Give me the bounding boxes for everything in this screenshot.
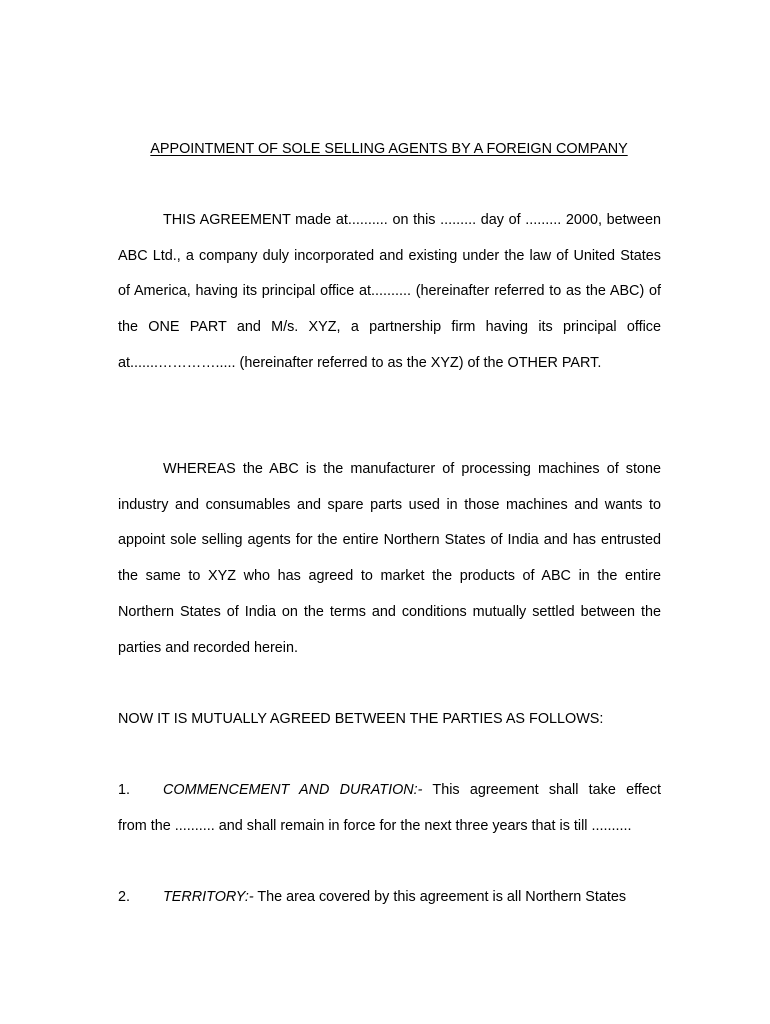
clause-text: This agreement shall take effect	[422, 782, 661, 798]
clause-number: 2.	[118, 889, 131, 905]
agreement-statement: NOW IT IS MUTUALLY AGREED BETWEEN THE PARTIES AS FOLLOWS:	[118, 711, 604, 727]
clause-first-line	[118, 880, 661, 916]
clause-territory	[118, 880, 661, 916]
whereas-paragraph-text: WHEREAS the ABC is the manufacturer of processing machines of stone industry and consumables and spare parts used in those machines and wants to appoint sole selling agents for the entire Northern States of India and has entrusted the same to XYZ who has agreed to market the products of ABC in the entire Northern States of India on the terms and conditions mutually settled between the parties and recorded herein.	[118, 461, 661, 656]
clause-first-line	[118, 773, 661, 809]
clause-commencement	[118, 773, 661, 844]
opening-paragraph	[118, 203, 661, 382]
clause-text: The area covered by this agreement is all Northern States	[253, 889, 627, 905]
clause-heading: TERRITORY:-	[163, 889, 254, 905]
whereas-paragraph	[118, 452, 661, 666]
clause-heading: COMMENCEMENT AND DURATION:-	[163, 782, 423, 798]
clause-number: 1.	[118, 782, 131, 798]
document-title: APPOINTMENT OF SOLE SELLING AGENTS BY A FOREIGN COMPANY	[150, 141, 628, 157]
opening-paragraph-text: THIS AGREEMENT made at.......... on this ......... day of ......... 2000, between ABC Ltd., a company duly incorporated and existing under the law of United States of America, having its principal office at.......... (hereinafter referred to as the ABC) of the ONE PART and M/s. XYZ, a partnership firm having its principal office at.......…………..... (hereinafter referred to as the XYZ) of the OTHER PART.	[118, 212, 661, 371]
clause-continuation: from the .......... and shall remain in force for the next three years that is till ..........	[118, 817, 632, 834]
